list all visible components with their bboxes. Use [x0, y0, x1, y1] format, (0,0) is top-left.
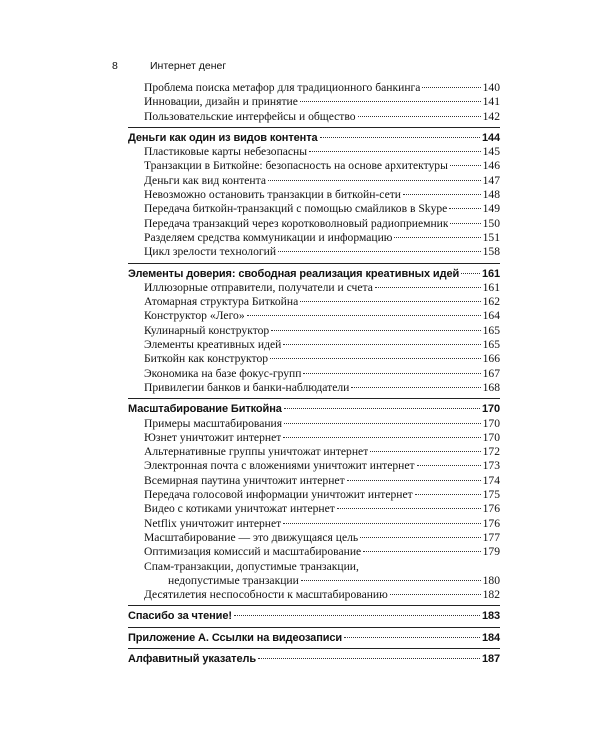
toc-entry-title: Примеры масштабирования — [144, 416, 283, 430]
dot-leader — [300, 101, 481, 102]
toc-entry-page: 167 — [482, 366, 500, 380]
section-divider — [128, 605, 500, 606]
toc-entry-title: Видео с котиками уничтожат интернет — [144, 502, 335, 516]
toc-entry-title: Экономика на базе фокус-групп — [144, 366, 302, 380]
toc-entry — [128, 588, 500, 602]
dot-leader — [461, 273, 480, 274]
toc-entry-page: 161 — [482, 280, 500, 294]
toc-chapter — [128, 631, 500, 645]
toc-chapter-page: 183 — [481, 610, 500, 623]
dot-leader — [303, 373, 480, 374]
dot-leader — [271, 330, 480, 331]
dot-leader — [347, 480, 481, 481]
toc-entry-title: Биткойн как конструктор — [144, 352, 269, 366]
toc-entry — [128, 545, 500, 559]
toc-entry-page: 175 — [482, 488, 500, 502]
toc-entry-page: 165 — [482, 338, 500, 352]
toc-entry — [128, 474, 500, 488]
toc-entry-title: Пользовательские интерфейсы и общество — [144, 109, 356, 123]
toc-entry-title: Конструктор «Лего» — [144, 309, 245, 323]
toc-entry — [128, 324, 500, 338]
toc-chapter-title: Масштабирование Биткойна — [128, 403, 282, 416]
dot-leader — [337, 508, 481, 509]
dot-leader — [415, 494, 481, 495]
toc-entry-title: Пластиковые карты небезопасны — [144, 145, 308, 159]
toc-chapter-page: 161 — [481, 267, 500, 280]
toc-entry-title: Элементы креативных идей — [144, 338, 282, 352]
section-divider — [128, 398, 500, 399]
dot-leader — [284, 408, 480, 409]
toc-entry-page: 149 — [482, 202, 500, 216]
dot-leader — [375, 287, 481, 288]
toc-chapter-page: 170 — [481, 403, 500, 416]
toc-entry — [128, 188, 500, 202]
toc-entry-page: 146 — [482, 159, 500, 173]
toc-entry-page: 172 — [482, 445, 500, 459]
toc-entry-title: недопустимые транзакции — [168, 573, 299, 587]
toc-entry-page: 141 — [482, 95, 500, 109]
toc-entry-page: 142 — [482, 109, 500, 123]
table-of-contents — [128, 81, 500, 666]
toc-entry-title: Деньги как вид контента — [144, 173, 266, 187]
toc-entry — [128, 174, 500, 188]
toc-entry-title: Транзакции в Биткойне: безопасность на основе архитектуры — [144, 159, 448, 173]
dot-leader — [360, 537, 480, 538]
toc-entry-page: 165 — [482, 323, 500, 337]
dot-leader — [284, 423, 481, 424]
dot-leader — [268, 180, 481, 181]
toc-entry-page: 177 — [482, 530, 500, 544]
toc-entry — [128, 231, 500, 245]
toc-chapter — [128, 652, 500, 666]
dot-leader — [270, 358, 481, 359]
section-divider — [128, 263, 500, 264]
toc-entry-title: Цикл зрелости технологий — [144, 245, 277, 259]
toc-entry — [128, 531, 500, 545]
toc-entry-title: Инновации, дизайн и принятие — [144, 95, 298, 109]
toc-entry-title: Альтернативные группы уничтожат интернет — [144, 445, 369, 459]
dot-leader — [247, 315, 481, 316]
toc-entry — [128, 81, 500, 95]
toc-entry-title: Передача транзакций через коротковолновый радиоприемник — [144, 216, 449, 230]
toc-chapter-title: Спасибо за чтение! — [128, 610, 232, 623]
toc-entry — [128, 95, 500, 109]
toc-entry — [128, 281, 500, 295]
toc-entry-title: Масштабирование — это движущаяся цель — [144, 530, 359, 544]
toc-entry-multiline-second — [128, 574, 500, 588]
toc-chapter-title: Элементы доверия: свободная реализация креативных идей — [128, 267, 460, 280]
toc-entry-page: 176 — [482, 516, 500, 530]
running-title: Интернет денег — [150, 60, 227, 72]
toc-entry — [128, 459, 500, 473]
toc-entry-page: 180 — [482, 573, 500, 587]
section-divider — [128, 127, 500, 128]
dot-leader — [449, 208, 480, 209]
toc-entry-page: 164 — [482, 309, 500, 323]
toc-entry — [128, 502, 500, 516]
dot-leader — [422, 87, 480, 88]
dot-leader — [300, 301, 480, 302]
dot-leader — [358, 116, 481, 117]
toc-entry-page: 147 — [482, 173, 500, 187]
toc-entry-page: 151 — [482, 230, 500, 244]
toc-chapter — [128, 267, 500, 281]
toc-entry-page: 150 — [482, 216, 500, 230]
toc-entry-page: 168 — [482, 380, 500, 394]
toc-entry — [128, 517, 500, 531]
toc-entry-page: 140 — [482, 81, 500, 94]
toc-entry-title: Передача голосовой информации уничтожит интернет — [144, 488, 413, 502]
dot-leader — [394, 237, 480, 238]
toc-entry — [128, 145, 500, 159]
dot-leader — [351, 387, 480, 388]
toc-entry — [128, 352, 500, 366]
toc-entry-multiline-first — [128, 560, 500, 574]
dot-leader — [363, 551, 480, 552]
toc-entry-title: Разделяем средства коммуникации и информацию — [144, 230, 393, 244]
toc-entry-page: 162 — [482, 295, 500, 309]
toc-entry — [128, 417, 500, 431]
toc-entry — [128, 338, 500, 352]
toc-entry-title: Спам-транзакции, допустимые транзакции, — [144, 559, 359, 573]
dot-leader — [283, 523, 480, 524]
section-divider — [128, 627, 500, 628]
toc-entry-page: 158 — [482, 245, 500, 259]
toc-chapter-title: Деньги как один из видов контента — [128, 131, 318, 144]
dot-leader — [344, 637, 480, 638]
toc-chapter — [128, 131, 500, 145]
dot-leader — [234, 615, 480, 616]
dot-leader — [403, 194, 481, 195]
toc-entry — [128, 202, 500, 216]
toc-entry-title: Атомарная структура Биткойна — [144, 295, 299, 309]
toc-entry-title: Netflix уничтожит интернет — [144, 516, 282, 530]
dot-leader — [301, 580, 481, 581]
toc-entry-page: 170 — [482, 430, 500, 444]
toc-chapter-title: Приложение А. Ссылки на видеозаписи — [128, 631, 343, 644]
toc-entry-title: Оптимизация комиссий и масштабирование — [144, 545, 362, 559]
toc-entry-page: 148 — [482, 188, 500, 202]
toc-entry — [128, 309, 500, 323]
toc-entry — [128, 245, 500, 259]
toc-entry — [128, 367, 500, 381]
dot-leader — [390, 594, 481, 595]
toc-chapter-page: 184 — [481, 631, 500, 644]
toc-entry — [128, 381, 500, 395]
toc-entry-page: 179 — [482, 545, 500, 559]
toc-entry-title: Электронная почта с вложениями уничтожит интернет — [144, 459, 415, 473]
toc-entry-page: 166 — [482, 352, 500, 366]
dot-leader — [258, 658, 480, 659]
toc-entry — [128, 445, 500, 459]
toc-entry-title: Привилегии банков и банки-наблюдатели — [144, 380, 350, 394]
dot-leader — [278, 251, 481, 252]
toc-entry-page: 176 — [482, 502, 500, 516]
toc-chapter-page: 144 — [481, 131, 500, 144]
toc-entry — [128, 159, 500, 173]
toc-entry-title: Юзнет уничтожит интернет — [144, 430, 282, 444]
toc-entry-title: Всемирная паутина уничтожит интернет — [144, 473, 345, 487]
toc-chapter-page: 187 — [481, 652, 500, 665]
toc-entry-title: Кулинарный конструктор — [144, 323, 270, 337]
toc-chapter — [128, 402, 500, 416]
toc-entry-title: Невозможно остановить транзакции в биткойн-сети — [144, 188, 401, 202]
toc-chapter-title: Алфавитный указатель — [128, 652, 257, 665]
toc-entry-page: 174 — [482, 473, 500, 487]
toc-entry-page: 182 — [482, 588, 500, 602]
toc-entry — [128, 431, 500, 445]
toc-chapter — [128, 609, 500, 623]
dot-leader — [283, 437, 480, 438]
toc-entry-title: Десятилетия неспособности к масштабированию — [144, 588, 388, 602]
dot-leader — [283, 344, 480, 345]
toc-entry-page: 173 — [482, 459, 500, 473]
dot-leader — [309, 151, 481, 152]
dot-leader — [370, 451, 480, 452]
toc-entry-title: Проблема поиска метафор для традиционного банкинга — [144, 81, 421, 94]
toc-entry — [128, 110, 500, 124]
toc-entry — [128, 488, 500, 502]
toc-entry-title: Иллюзорные отправители, получатели и счета — [144, 280, 373, 294]
dot-leader — [417, 465, 481, 466]
toc-entry — [128, 217, 500, 231]
page-number: 8 — [112, 60, 118, 72]
toc-entry — [128, 295, 500, 309]
toc-entry-page: 170 — [482, 416, 500, 430]
toc-entry-page: 145 — [482, 145, 500, 159]
toc-entry-title: Передача биткойн-транзакций с помощью смайликов в Skype — [144, 202, 448, 216]
running-head — [112, 60, 502, 74]
dot-leader — [450, 223, 480, 224]
section-divider — [128, 648, 500, 649]
dot-leader — [450, 165, 481, 166]
dot-leader — [320, 137, 480, 138]
